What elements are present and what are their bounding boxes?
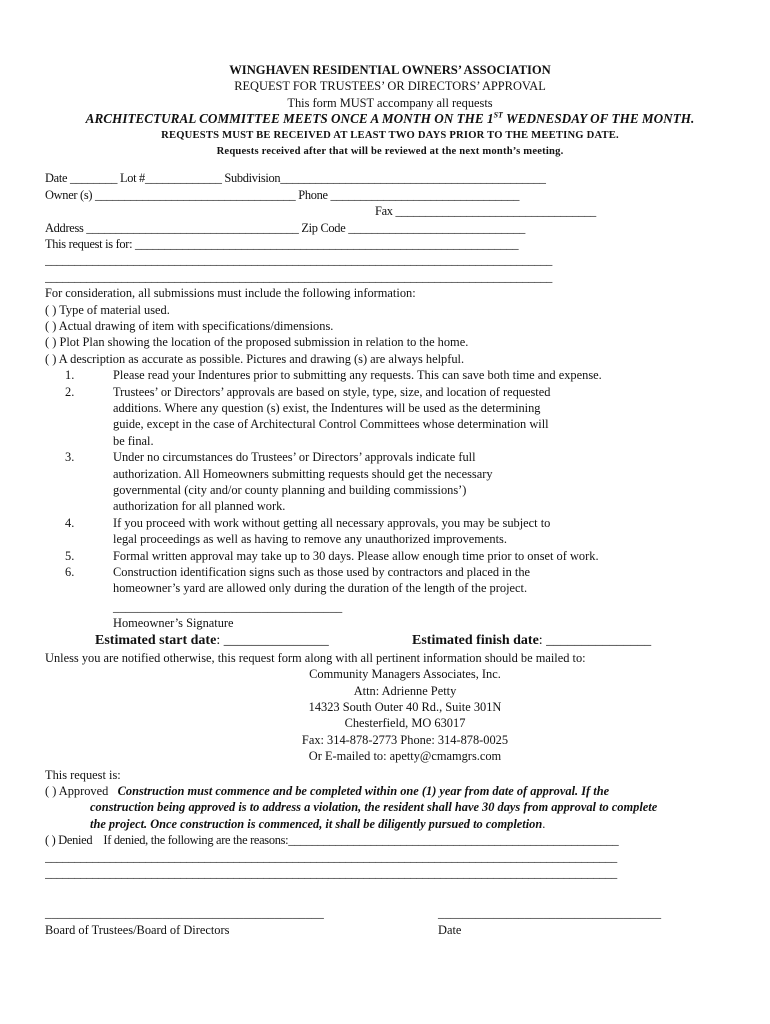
rule-item: 6. Construction identification signs such as those used by contractors and placed in the homeowner’s yard are allowed only during the duration of the length of the project. [65, 565, 531, 596]
form-requirement: This form MUST accompany all requests [287, 95, 493, 110]
street-address: 14323 South Outer 40 Rd., Suite 301N [308, 699, 502, 714]
request-type: REQUEST FOR TRUSTEES’ OR DIRECTORS’ APPROVAL [234, 79, 546, 94]
approved-option[interactable]: ( ) Approved Construction must commence and be completed within one (1) year from date of approval. If the [45, 783, 610, 798]
rule-item: 5. Formal written approval may take up to 30 days. Please allow enough time prior to onset of work. [65, 548, 599, 563]
checklist-item-material[interactable]: ( ) Type of material used. [45, 302, 170, 317]
address-zip-field[interactable]: Address ____________________________________ Zip Code ______________________________ [45, 220, 526, 235]
deadline-notice: REQUESTS MUST BE RECEIVED AT LEAST TWO DAYS PRIOR TO THE MEETING DATE. [161, 129, 619, 141]
decision-label: This request is: [45, 767, 121, 782]
checklist-item-drawing[interactable]: ( ) Actual drawing of item with specifications/dimensions. [45, 318, 334, 333]
rule-item: 2. Trustees’ or Directors’ approvals are based on style, type, size, and location of requested additions. Where any question (s) exist, the Indentures will be used as the determining guide, except in the case of Architectural Control Committees whose determination will be final. [65, 384, 551, 448]
mail-instructions: Unless you are notified otherwise, this request form along with all pertinent information should be mailed to: [45, 650, 586, 665]
board-signature-block [45, 905, 735, 938]
association-title: WINGHAVEN RESIDENTIAL OWNERS’ ASSOCIATION [229, 63, 551, 77]
approved-terms-3: the project. Once construction is commenced, it shall be diligently pursued to completion. [90, 816, 546, 831]
attention-line: Attn: Adrienne Petty [353, 683, 457, 698]
denied-option[interactable]: ( ) Denied If denied, the following are the reasons:________________________________________________________ [45, 833, 619, 848]
request-for-line-2[interactable]: ______________________________________________________________________________________ [45, 253, 552, 268]
fax-phone-numbers: Fax: 314-878-2773 Phone: 314-878-0025 [301, 732, 509, 747]
owner-phone-field[interactable]: Owner (s) __________________________________ Phone ________________________________ [45, 187, 520, 202]
board-date[interactable] [438, 905, 661, 938]
board-signature[interactable] [45, 905, 438, 938]
request-form [45, 62, 735, 938]
homeowner-signature-label: Homeowner’s Signature [113, 616, 234, 631]
denied-reason-line-3[interactable]: _________________________________________________________________________________________________ [45, 865, 617, 880]
date-lot-subdivision-field[interactable]: Date ________ Lot #_____________ Subdivision_____________________________________________ [45, 171, 546, 186]
board-date-label: Date [438, 922, 462, 937]
approved-terms-2: construction being approved is to address a violation, the resident shall have 30 days from approval to complete [90, 800, 658, 815]
denied-reason-line-2[interactable]: _________________________________________________________________________________________________ [45, 849, 617, 864]
board-date-line[interactable]: ____________________________________ [438, 906, 662, 921]
checklist-item-plot-plan[interactable]: ( ) Plot Plan showing the location of the proposed submission in relation to the home. [45, 335, 469, 350]
meeting-notice: ARCHITECTURAL COMMITTEE MEETS ONCE A MONTH ON THE 1ST WEDNESDAY OF THE MONTH. [85, 110, 695, 127]
checklist-item-description[interactable]: ( ) A description as accurate as possible. Pictures and drawing (s) are always helpful. [45, 351, 465, 366]
rule-item: 1. Please read your Indentures prior to submitting any requests. This can save both time and expense. [65, 368, 602, 383]
board-signature-line[interactable]: _____________________________________________ [45, 906, 324, 921]
fax-field[interactable]: Fax __________________________________ [375, 204, 596, 219]
estimated-dates [45, 632, 735, 650]
request-for-line-3[interactable]: ______________________________________________________________________________________ [45, 269, 552, 284]
estimated-finish-date[interactable]: Estimated finish date: _______________ [412, 632, 652, 648]
consideration-intro: For consideration, all submissions must include the following information: [45, 286, 416, 301]
rule-item: 4. If you proceed with work without getting all necessary approvals, you may be subject to legal proceedings as well as having to remove any unauthorized improvements. [65, 515, 551, 547]
request-for-field[interactable]: This request is for: _________________________________________________________________ [45, 237, 519, 251]
city-state-zip: Chesterfield, MO 63017 [344, 716, 466, 731]
late-notice: Requests received after that will be reviewed at the next month’s meeting. [216, 146, 564, 158]
homeowner-signature-line[interactable]: _____________________________________ [113, 599, 343, 614]
email-contact: Or E-mailed to: apetty@cmamgrs.com [308, 749, 502, 764]
board-signature-label: Board of Trustees/Board of Directors [45, 922, 230, 937]
company-name: Community Managers Associates, Inc. [309, 667, 501, 682]
rule-item: 3. Under no circumstances do Trustees’ or Directors’ approvals indicate full authorization. All Homeowners submitting requests should get the necessary governmental (city and/or county planning and building commissions’) authorization for all planned work. [65, 450, 493, 514]
estimated-start-date[interactable]: Estimated start date: _______________ [95, 632, 329, 648]
